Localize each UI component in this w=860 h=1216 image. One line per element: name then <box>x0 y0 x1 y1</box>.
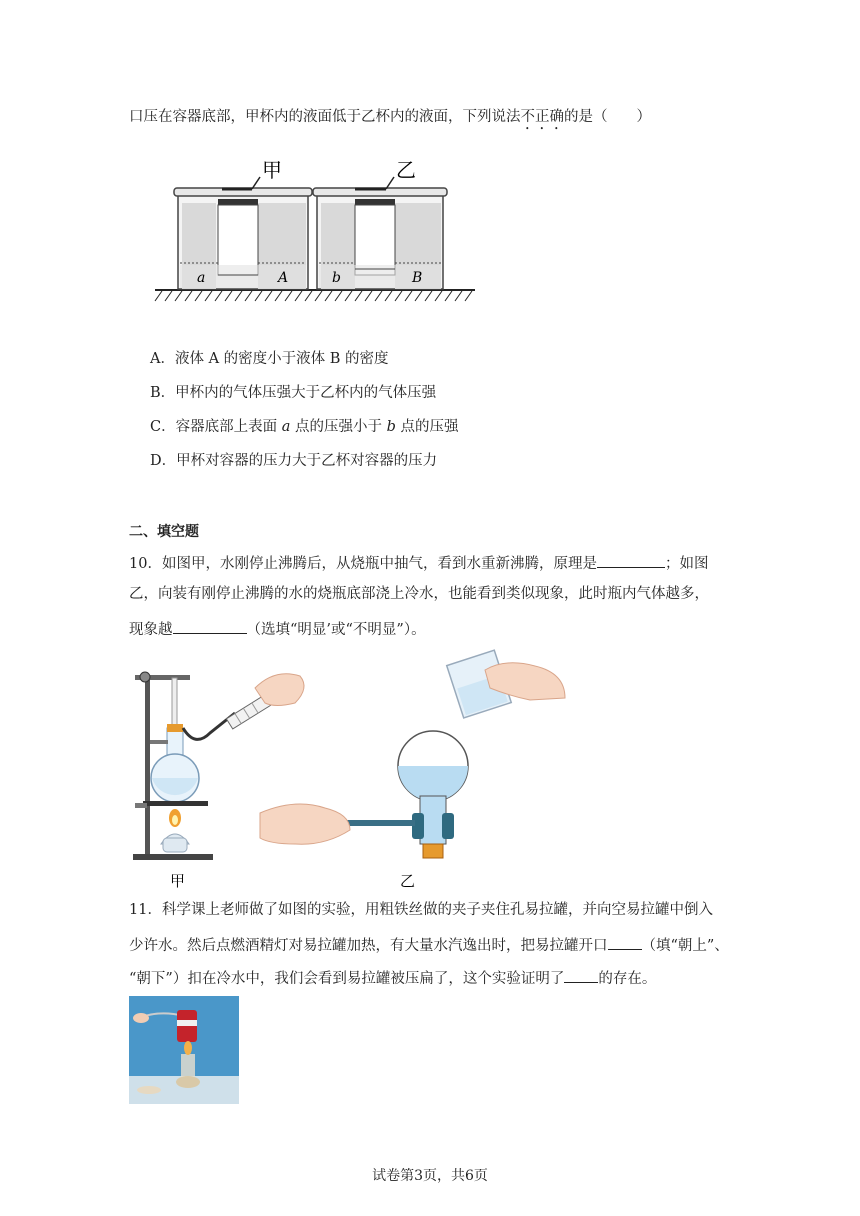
label-jia: 甲 <box>262 158 282 182</box>
q10-line1-a: 10．如图甲，水刚停止沸腾后，从烧瓶中抽气，看到水重新沸腾，原理是 <box>129 556 597 572</box>
q10-line1-b: ；如图 <box>664 556 709 572</box>
q9-option-c <box>150 415 458 436</box>
q10-line3-a: 现象越 <box>129 622 173 638</box>
q9-option-a: A．液体 A 的密度小于液体 B 的密度 <box>150 351 389 367</box>
q9-stem-part1: 口压在容器底部，甲杯内的液面低于乙杯内的液面，下列说法 <box>129 109 521 125</box>
q9-stem <box>129 107 651 133</box>
q9-option-c-post: 点的压强 <box>400 419 459 435</box>
section-title: 二、填空题 <box>129 524 199 540</box>
q10-line3-b: （选填“明显’或“不明显”）。 <box>246 622 426 638</box>
fig-label-jia: 甲 <box>170 872 186 888</box>
q11-blank-1[interactable] <box>608 933 642 950</box>
q10-line1 <box>129 551 708 574</box>
q11-line2-a: 少许水。然后点燃酒精灯对易拉罐加热，有大量水汽逸出时，把易拉罐开口 <box>129 938 608 954</box>
q11-line3-a: “朝下”）扣在冷水中，我们会看到易拉罐被压扁了，这个实验证明了 <box>129 971 565 987</box>
label-a: a <box>197 270 206 286</box>
label-b: b <box>332 270 341 286</box>
q9-option-c-b: b <box>386 419 396 435</box>
container-left <box>174 158 312 289</box>
q11-blank-2[interactable] <box>564 966 598 983</box>
page-footer: 试卷第3页，共6页 <box>372 1168 488 1184</box>
label-B: B <box>412 270 423 286</box>
q9-stem-part2: 的是（ ） <box>564 109 651 125</box>
apparatus-yi <box>260 650 565 888</box>
q11-line3 <box>129 966 656 989</box>
q9-option-b: B．甲杯内的气体压强大于乙杯内的气体压强 <box>150 385 437 401</box>
fig-label-yi: 乙 <box>400 872 416 888</box>
q9-option-c-pre: C．容器底部上表面 <box>150 419 278 435</box>
q10-line2: 乙，向装有刚停止沸腾的水的烧瓶底部浇上冷水，也能看到类似现象，此时瓶内气体越多， <box>129 586 709 602</box>
q9-figure <box>150 155 480 305</box>
q11-photo <box>129 996 239 1104</box>
apparatus-jia <box>133 672 304 888</box>
q10-blank-2[interactable] <box>173 617 247 634</box>
q10-line3 <box>129 617 426 640</box>
q11-line2-b: （填“朝上”、 <box>641 938 729 954</box>
q10-blank-1[interactable] <box>597 551 665 568</box>
q11-line3-b: 的存在。 <box>598 971 657 987</box>
label-yi: 乙 <box>396 158 416 182</box>
container-right <box>313 158 447 289</box>
q9-option-c-a: a <box>281 419 291 435</box>
q11-line2 <box>129 933 729 956</box>
q9-option-c-mid: 点的压强小于 <box>294 419 382 435</box>
q9-stem-emphasis: 不正确 <box>520 109 564 125</box>
q11-line1: 11．科学课上老师做了如图的实验，用粗铁丝做的夹子夹住孔易拉罐，并向空易拉罐中倒入 <box>129 902 713 918</box>
q9-option-d: D．甲杯对容器的压力大于乙杯对容器的压力 <box>150 453 438 469</box>
q10-figure <box>125 648 575 888</box>
label-A: A <box>278 270 289 286</box>
